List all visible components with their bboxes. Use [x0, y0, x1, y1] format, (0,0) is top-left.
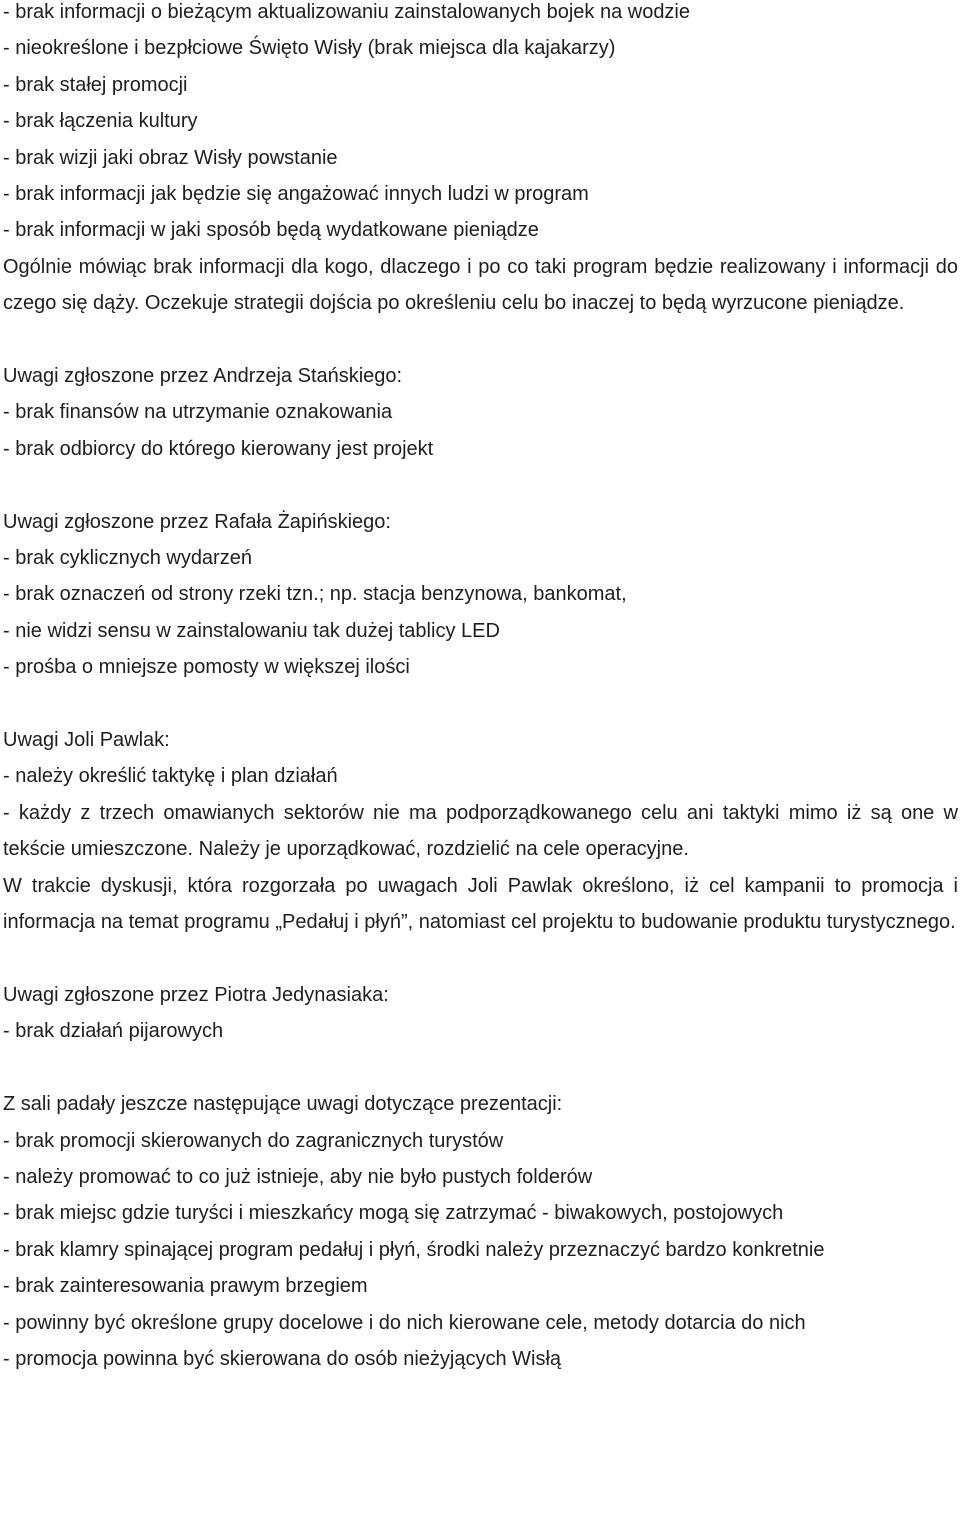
section-jedynasiak-remarks	[3, 977, 958, 1050]
bullet-item: - należy określić taktykę i plan działań	[3, 765, 338, 788]
bullet-item: - brak finansów na utrzymanie oznakowania	[3, 401, 393, 424]
bullet-item: - brak działań pijarowych	[3, 1020, 224, 1043]
paragraph-gap	[3, 941, 958, 977]
section-audience-remarks	[3, 1086, 958, 1377]
discussion-paragraph: W trakcie dyskusji, która rozgorzała po uwagach Joli Pawlak określono, iż cel kampanii to promocja i informacja na temat programu „Pedałuj i płyń”, natomiast cel projektu to budowanie produktu turystycznego.	[3, 874, 958, 934]
bullet-item: - promocja powinna być skierowana do osób nieżyjących Wisłą	[3, 1347, 562, 1370]
bullet-item: - powinny być określone grupy docelowe i do nich kierowane cele, metody dotarcia do nich	[3, 1311, 806, 1334]
bullet-item: - nie widzi sensu w zainstalowaniu tak dużej tablicy LED	[3, 619, 500, 642]
bullet-item: - brak zainteresowania prawym brzegiem	[3, 1275, 368, 1298]
paragraph-gap	[3, 322, 958, 358]
section-heading: Uwagi Joli Pawlak:	[3, 729, 170, 752]
bullet-item: - brak cyklicznych wydarzeń	[3, 547, 252, 570]
section-pawlak-remarks	[3, 722, 958, 940]
bullet-item: - brak odbiorcy do którego kierowany jest projekt	[3, 437, 434, 460]
section-heading: Z sali padały jeszcze następujące uwagi dotyczące prezentacji:	[3, 1093, 563, 1116]
paragraph-gap	[3, 1050, 958, 1086]
paragraph-gap	[3, 686, 958, 722]
paragraph-gap	[3, 467, 958, 503]
bullet-item: - każdy z trzech omawianych sektorów nie ma podporządkowanego celu ani taktyki mimo iż są one w tekście umieszczone. Należy je uporządkować, rozdzielić na cele operacyjne.	[3, 801, 958, 861]
section-heading: Uwagi zgłoszone przez Piotra Jedynasiaka:	[3, 983, 389, 1006]
section-heading: Uwagi zgłoszone przez Rafała Żapińskiego:	[3, 510, 391, 533]
bullet-item: - brak klamry spinającej program pedałuj i płyń, środki należy przeznaczyć bardzo konkretnie	[3, 1238, 825, 1261]
bullet-item: - brak stałej promocji	[3, 73, 188, 96]
bullet-item: - należy promować to co już istnieje, aby nie było pustych folderów	[3, 1165, 593, 1188]
summary-paragraph: Ogólnie mówiąc brak informacji dla kogo, dlaczego i po co taki program będzie realizowany i informacji do czego się dąży. Oczekuje strategii dojścia po określeniu celu bo inaczej to będą wyrzucone pieniądze.	[3, 255, 958, 315]
bullet-item: - brak informacji jak będzie się angażować innych ludzi w program	[3, 183, 589, 206]
bullet-item: - brak informacji o bieżącym aktualizowaniu zainstalowanych bojek na wodzie	[3, 1, 691, 23]
section-general-remarks	[3, 0, 958, 322]
section-stanski-remarks	[3, 358, 958, 467]
bullet-item: - prośba o mniejsze pomosty w większej ilości	[3, 656, 410, 679]
bullet-item: - brak informacji w jaki sposób będą wydatkowane pieniądze	[3, 219, 539, 242]
bullet-item: - brak oznaczeń od strony rzeki tzn.; np. stacja benzynowa, bankomat,	[3, 583, 627, 606]
section-heading: Uwagi zgłoszone przez Andrzeja Stańskiego:	[3, 365, 403, 388]
bullet-item: - nieokreślone i bezpłciowe Święto Wisły (brak miejsca dla kajakarzy)	[3, 37, 616, 60]
bullet-item: - brak wizji jaki obraz Wisły powstanie	[3, 146, 338, 169]
bullet-item: - brak promocji skierowanych do zagranicznych turystów	[3, 1129, 504, 1152]
bullet-item: - brak łączenia kultury	[3, 110, 198, 133]
bullet-item: - brak miejsc gdzie turyści i mieszkańcy mogą się zatrzymać - biwakowych, postojowych	[3, 1202, 784, 1225]
section-zapinski-remarks	[3, 504, 958, 686]
